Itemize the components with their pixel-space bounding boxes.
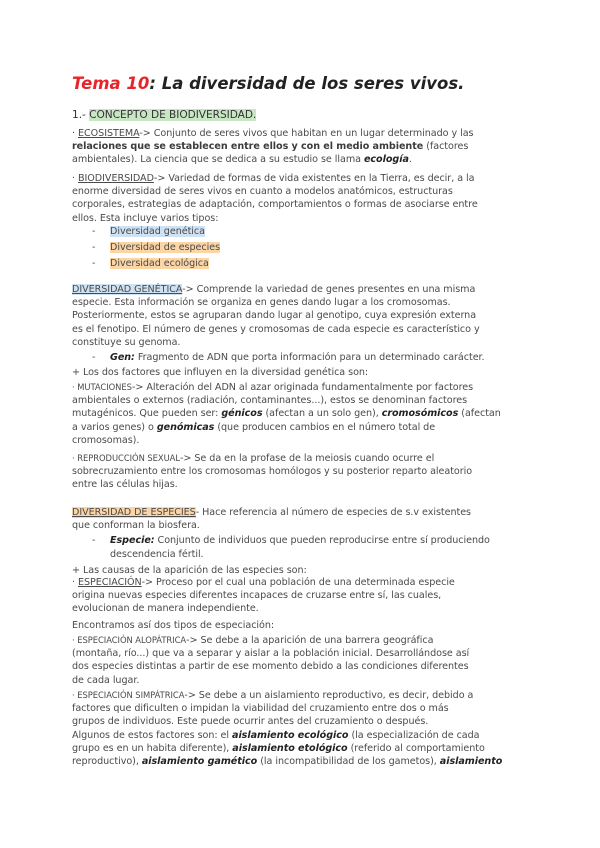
text: especie. Esta información se organiza en genes dando lugar a los cromosomas. [72, 297, 451, 309]
bullet: · [72, 173, 78, 184]
dash: - [92, 258, 96, 270]
text: Posteriormente, estos se agruparan dando lugar al genotipo, cuya expresión externa [72, 310, 477, 322]
reproduccion-paragraph [72, 452, 532, 492]
text: + Los dos factores que influyen en la diversidad genética son: [72, 367, 369, 379]
text: grupo es en un habita diferente), [72, 742, 233, 754]
term: cromosómicos [381, 408, 459, 420]
alopatrica-paragraph [72, 634, 532, 687]
text: ambientales o externos (radiación, contaminantes...), estos se denominan factores [72, 395, 468, 407]
especies-paragraph [72, 506, 532, 577]
biodiversidad-paragraph [72, 172, 532, 225]
text: enorme diversidad de seres vivos en cuanto a modelos anatómicos, estructuras [72, 186, 453, 198]
list-item [72, 257, 532, 270]
text: (que producen cambios en el número total de [214, 421, 436, 433]
text: corporales, estrategias de adaptación, comportamientos o formas de asociarse entre [72, 199, 478, 211]
text: (afectan [458, 408, 501, 420]
text: mutagénicos. Que pueden ser: [72, 408, 222, 420]
especie-term: Especie: [110, 535, 155, 547]
dash: - [92, 535, 96, 547]
text: de cada lugar. [72, 674, 140, 686]
text: Algunos de estos factores son: el [72, 729, 233, 741]
text: (la incompatibilidad de los gametos), [257, 755, 440, 767]
title-text: : La diversidad de los seres vivos. [149, 74, 465, 93]
text: -> Proceso por el cual una población de una determinada especie [141, 577, 455, 588]
section-number: 1.- [72, 109, 90, 121]
text: - Hace referencia al número de especies de s.v existentes [195, 507, 471, 518]
ecologia-term: ecología [363, 154, 409, 166]
text: relaciones que se establecen entre ellos y con el medio ambiente [72, 141, 424, 153]
term: génicos [221, 408, 263, 420]
section-heading [72, 109, 532, 122]
biodiversidad-term: BIODIVERSIDAD [78, 173, 154, 184]
text: Fragmento de ADN que porta información para un determinado carácter. [134, 351, 485, 363]
text: -> Conjunto de seres vivos que habitan en un lugar determinado y las [139, 128, 474, 139]
text: descendencia fértil. [110, 548, 204, 560]
term: aislamiento ecológico [232, 729, 349, 741]
gen-term: Gen: [110, 351, 135, 363]
text: reproductivo), [72, 755, 142, 767]
type-especies: Diversidad de especies [110, 242, 221, 254]
text: dos especies distintas a partir de ese momento debido a las condiciones diferentes [72, 661, 469, 673]
title-number: Tema 10 [72, 74, 150, 93]
text: -> Se debe a un aislamiento reproductivo, es decir, debido a [184, 690, 474, 701]
section-label: CONCEPTO DE BIODIVERSIDAD. [89, 109, 257, 121]
simpatrica-term: · ESPECIACIÓN SIMPÁTRICA [72, 690, 185, 700]
text: (la especialización de cada [348, 729, 480, 741]
text: . [408, 154, 412, 166]
text: sobrecruzamiento entre los cromosomas homólogos y su posterior reparto aleatorio [72, 466, 473, 478]
mutaciones-paragraph [72, 381, 532, 447]
alopatrica-term: · ESPECIACIÓN ALOPÁTRICA [72, 635, 187, 645]
text: ellos. Esta incluye varios tipos: [72, 212, 219, 224]
text: -> Se debe a la aparición de una barrera geográfica [186, 635, 434, 646]
term: aislamiento etológico [232, 742, 348, 754]
text: factores que dificulten o impidan la viabilidad del cruzamiento entre dos o más [72, 703, 449, 715]
especies-term: DIVERSIDAD DE ESPECIES [72, 507, 196, 518]
especiacion-paragraph [72, 576, 532, 632]
page-title [72, 74, 464, 93]
text: a varios genes) o [72, 421, 157, 433]
dash: - [92, 242, 96, 254]
text: es el fenotipo. El número de genes y cromosomas de cada especie es característico y [72, 323, 480, 335]
ecosistema-term: ECOSISTEMA [78, 128, 140, 139]
term: genómicas [156, 421, 215, 433]
text: + Las causas de la aparición de las especies son: [72, 564, 307, 576]
term: aislamiento gamético [141, 755, 258, 767]
dash: - [92, 226, 96, 237]
simpatrica-paragraph [72, 689, 532, 768]
text: ambientales). La ciencia que se dedica a su estudio se llama [72, 154, 364, 166]
text: -> Comprende la variedad de genes presentes en una misma [182, 284, 476, 295]
text: entre las células hijas. [72, 479, 178, 491]
text: (montaña, río...) que va a separar y aislar a la población inicial. Desarrollándose así [72, 648, 470, 660]
text: evolucionan de manera independiente. [72, 603, 259, 615]
genetica-term: DIVERSIDAD GENÉTICA [72, 284, 183, 295]
text: (factores [423, 141, 469, 153]
term: aislamiento [439, 755, 503, 767]
bullet: · [72, 128, 78, 139]
text: -> Variedad de formas de vida existentes en la Tierra, es decir, a la [153, 173, 475, 184]
text: -> Se da en la profase de la meiosis cuando ocurre el [179, 453, 435, 464]
text: que conforman la biosfera. [72, 520, 200, 532]
text: -> Alteración del ADN al azar originada fundamentalmente por factores [131, 382, 474, 393]
especiacion-term: ESPECIACIÓN [78, 577, 142, 588]
text: (afectan a un solo gen), [262, 408, 382, 420]
text: constituye su genoma. [72, 336, 181, 348]
text: Encontramos así dos tipos de especiación: [72, 619, 275, 631]
reproduccion-term: · REPRODUCCIÓN SEXUAL [72, 453, 180, 463]
diversity-types-list [72, 225, 532, 271]
mutaciones-term: · MUTACIONES [72, 382, 132, 392]
type-ecologica: Diversidad ecológica [110, 258, 209, 270]
list-item [72, 241, 532, 254]
type-genetica: Diversidad genética [110, 226, 205, 237]
bullet: · [72, 577, 78, 588]
text: grupos de individuos. Este puede ocurrir antes del cruzamiento o después. [72, 716, 429, 728]
text: Conjunto de individuos que pueden reproducirse entre sí produciendo [154, 535, 490, 547]
text: origina nuevas especies diferentes incapaces de cruzarse entre sí, las cuales, [72, 590, 442, 602]
list-item [72, 225, 532, 238]
genetica-paragraph [72, 283, 532, 379]
text: cromosomas). [72, 434, 140, 446]
text: (referido al comportamiento [347, 742, 485, 754]
dash: - [92, 351, 96, 363]
ecosistema-paragraph [72, 127, 532, 167]
